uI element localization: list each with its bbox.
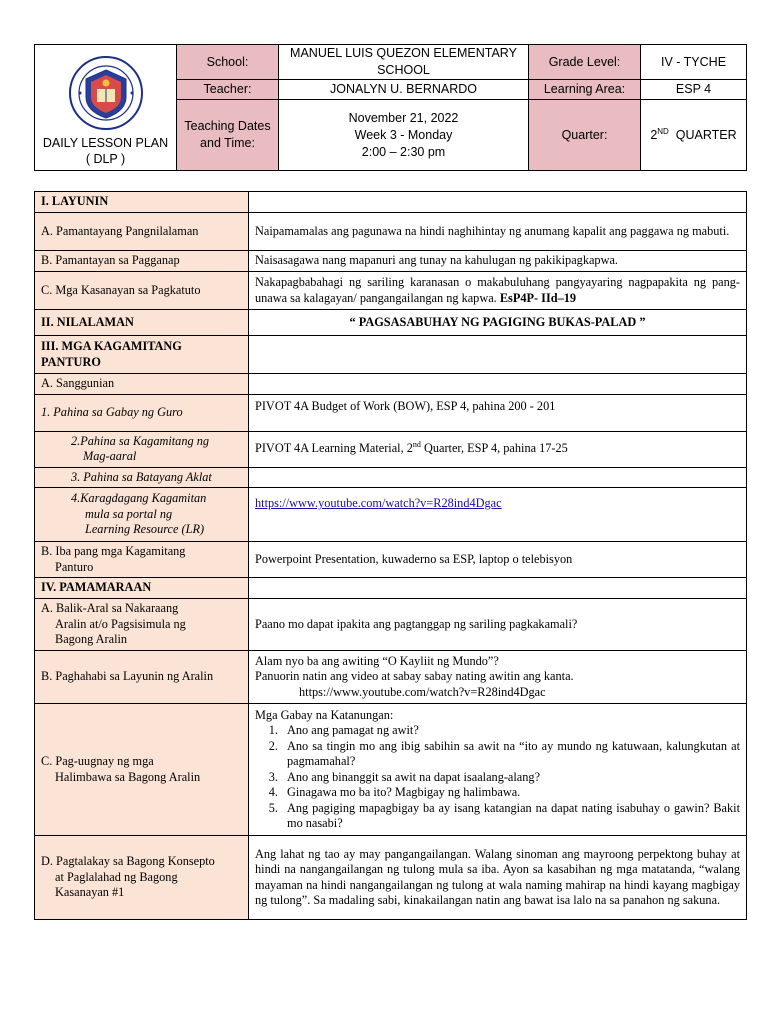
kagamitan-label-line2: Mag-aaral — [83, 449, 137, 463]
paghahabi-value — [249, 651, 747, 704]
section-pamamaraan: IV. PAMAMARAAN — [35, 578, 249, 599]
empty-cell — [249, 336, 747, 374]
week-value: Week 3 - Monday — [354, 127, 453, 142]
iba-pang-kagamitan-label — [35, 542, 249, 578]
section-kagamitang-panturo: III. MGA KAGAMITANG PANTURO — [35, 336, 249, 374]
balik-label-line1: A. Balik-Aral sa Nakaraang — [41, 601, 179, 616]
gabay-guro-value: PIVOT 4A Budget of Work (BOW), ESP 4, pahina 200 - 201 — [249, 394, 747, 431]
quarter-value — [641, 100, 747, 171]
kagamitan-label-line1: 2.Pahina sa Kagamitang ng — [71, 433, 210, 448]
paghahabi-line2: Panuorin natin ang video at sabay sabay nating awitin ang kanta. — [255, 669, 574, 684]
pag-uugnay-line1: C. Pag-uugnay ng mga — [41, 754, 154, 768]
section-layunin: I. LAYUNIN — [35, 192, 249, 213]
pag-uugnay-line2: Halimbawa sa Bagong Aralin — [55, 769, 201, 784]
kagamitan-mag-aaral-label — [35, 431, 249, 467]
gabay-guro-label: 1. Pahina sa Gabay ng Guro — [35, 394, 249, 431]
area-value: ESP 4 — [641, 80, 747, 100]
kasanayan-value — [249, 272, 747, 310]
iba-pang-kagamitan-value: Powerpoint Presentation, kuwaderno sa ESP, laptop o telebisyon — [249, 542, 747, 578]
balik-aral-value: Paano mo dapat ipakita ang pagtanggap ng sariling pagkakamali? — [249, 599, 747, 651]
paghahabi-label: B. Paghahabi sa Layunin ng Aralin — [35, 651, 249, 704]
empty-cell — [249, 578, 747, 599]
karag-label-line3: Learning Resource (LR) — [85, 522, 205, 537]
nilalaman-value: “ PAGSASABUHAY NG PAGIGING BUKAS-PALAD ” — [249, 310, 747, 336]
kagamitan-mag-aaral-value — [249, 431, 747, 467]
kasanayan-text: Nakapagbabahagi ng sariling karanasan o makabuluhang pangyayaring nagpapakita ng pang-unawa sa kalagayan/ pangangailangan ng kapwa. — [255, 275, 740, 305]
paghahabi-line1: Alam nyo ba ang awiting “O Kayliit ng Mundo”? — [255, 653, 499, 668]
question-item: 1. Ano ang pamagat ng awit? — [281, 723, 740, 739]
batayang-aklat-label: 3. Pahina sa Batayang Aklat — [35, 467, 249, 488]
gabay-questions-title: Mga Gabay na Katanungan: — [255, 707, 394, 722]
kag-value-post: Quarter, ESP 4, pahina 17-25 — [420, 441, 568, 456]
quarter-label: Quarter: — [529, 100, 641, 171]
kasanayan-code: EsP4P- IId–19 — [499, 290, 577, 305]
pamantayang-pangnilalaman-label: A. Pamantayang Pangnilalaman — [35, 213, 249, 251]
pagtalakay-value: Ang lahat ng tao ay may pangangailangan. Walang sinoman ang mayroong perpektong buhay at hindi na nangangailangan ng tulong mula sa iba. Ayon sa kasabihan ng mga matatanda, “walang mayaman na hindi nangangailangan ng tulong at wala naming mahirap na hindi kayang magbigay ng tulong”. Sa madaling sabi, kinakailangan natin ang bawat isa lalo na sa panahon ng sakuna. — [249, 836, 747, 920]
deped-seal-icon — [68, 55, 144, 131]
karagdagang-kagamitan-value — [249, 488, 747, 542]
kag-value-sup: nd — [412, 440, 421, 450]
iba-label-line2: Panturo — [55, 559, 94, 574]
dlp-title-line1: DAILY LESSON PLAN — [42, 135, 169, 150]
karag-label-line1: 4.Karagdagang Kagamitan — [71, 491, 207, 506]
karag-label-line2: mula sa portal ng — [85, 506, 173, 521]
quarter-sup: ND — [657, 126, 669, 136]
pamantayan-pagganap-value: Naisasagawa nang mapanuri ang tunay na kahulugan ng pakikipagkapwa. — [249, 251, 747, 272]
pagtalakay-line2: at Paglalahad ng Bagong — [55, 869, 178, 884]
balik-label-line2: Aralin at/o Pagsisimula ng — [55, 616, 186, 631]
pagtalakay-line1: D. Pagtalakay sa Bagong Konsepto — [41, 854, 215, 869]
area-label: Learning Area: — [529, 80, 641, 100]
pamantayang-pangnilalaman-value: Naipamamalas ang pagunawa na hindi naghihintay ng anumang kapalit ang paggawa ng mabuti. — [249, 213, 747, 251]
pag-uugnay-label — [35, 704, 249, 836]
balik-aral-label — [35, 599, 249, 651]
question-item: 4. Ginagawa mo ba ito? Magbigay ng halimbawa. — [281, 785, 740, 801]
kasanayan-label: C. Mga Kasanayan sa Pagkatuto — [35, 272, 249, 310]
teacher-label: Teacher: — [177, 80, 279, 100]
pag-uugnay-value — [249, 704, 747, 836]
paghahabi-line3: https://www.youtube.com/watch?v=R28ind4Dgac — [299, 684, 546, 699]
question-item: 5. Ang pagiging mapagbigay ba ay isang katangian na dapat nating isabuhay o gawin? Bakit mo nasabi? — [281, 801, 740, 832]
dates-label: Teaching Dates and Time: — [177, 100, 279, 171]
question-item: 3. Ano ang binanggit sa awit na dapat isaalang-alang? — [281, 770, 740, 786]
section-nilalaman: II. NILALAMAN — [35, 310, 249, 336]
quarter-num: 2 — [650, 127, 658, 142]
grade-value: IV - TYCHE — [641, 45, 747, 80]
header-logo-cell — [35, 45, 177, 171]
iba-label-line1: B. Iba pang mga Kagamitang — [41, 544, 186, 558]
sanggunian-label: A. Sanggunian — [35, 374, 249, 395]
karagdagang-kagamitan-label — [35, 488, 249, 542]
pagtalakay-label — [35, 836, 249, 920]
empty-cell — [249, 467, 747, 488]
dates-value — [279, 100, 529, 171]
date-value: November 21, 2022 — [348, 110, 459, 125]
pamantayan-pagganap-label: B. Pamantayan sa Pagganap — [35, 251, 249, 272]
kag-value-pre: PIVOT 4A Learning Material, 2 — [255, 441, 413, 456]
lesson-plan-table — [34, 191, 747, 920]
youtube-link[interactable]: https://www.youtube.com/watch?v=R28ind4Dgac — [255, 496, 502, 510]
school-value: MANUEL LUIS QUEZON ELEMENTARY SCHOOL — [279, 45, 529, 80]
school-label: School: — [177, 45, 279, 80]
question-item: 2. Ano sa tingin mo ang ibig sabihin sa awit na “ito ay mundo ng katuwaan, kalungkutan at pagmamahal? — [281, 739, 740, 770]
header-table — [34, 44, 747, 171]
quarter-word: QUARTER — [675, 127, 737, 142]
teacher-value: JONALYN U. BERNARDO — [279, 80, 529, 100]
grade-label: Grade Level: — [529, 45, 641, 80]
time-value: 2:00 – 2:30 pm — [361, 144, 446, 159]
empty-cell — [249, 192, 747, 213]
questions-list — [255, 723, 740, 832]
empty-cell — [249, 374, 747, 395]
pagtalakay-line3: Kasanayan #1 — [55, 885, 125, 900]
dlp-title-line2: ( DLP ) — [85, 151, 126, 166]
balik-label-line3: Bagong Aralin — [55, 632, 128, 647]
